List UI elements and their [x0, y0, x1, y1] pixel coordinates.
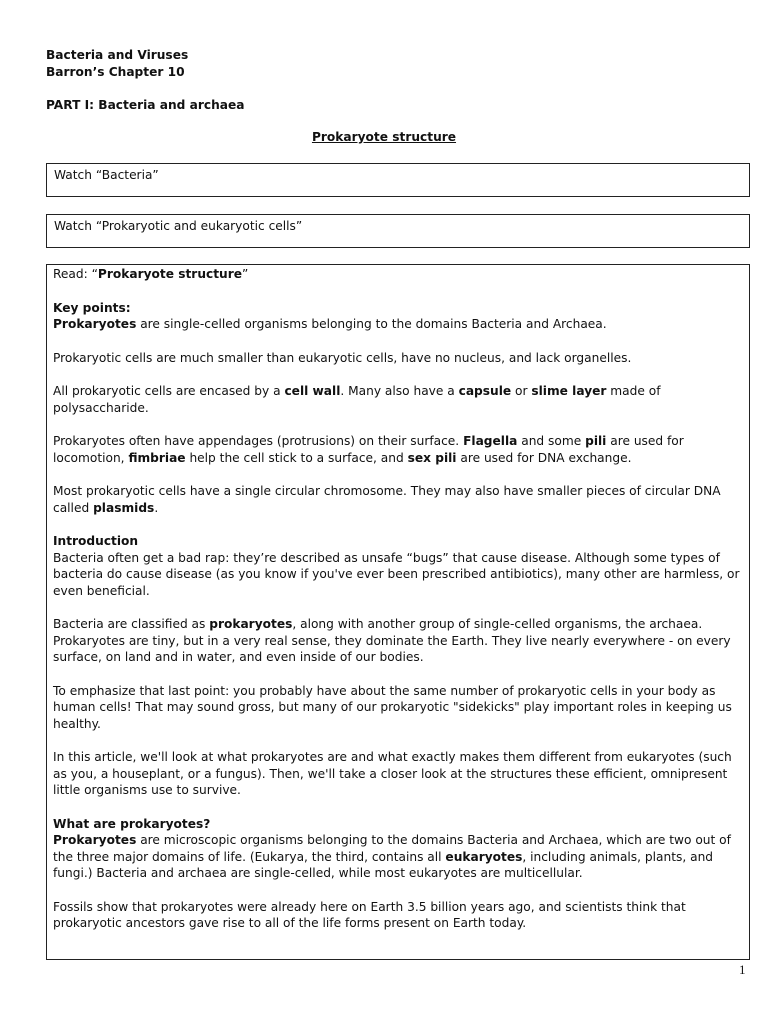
- key-point-1: Prokaryotes are single-celled organisms belonging to the domains Bacteria and Archaea.: [53, 317, 607, 331]
- intro-paragraph-1: Bacteria often get a bad rap: they’re described as unsafe “bugs” that cause disease. Although some types of bacteria do cause disease (as you know if you've ever been prescribed antibiotics), many other are harmless, or even beneficial.: [53, 550, 740, 598]
- intro-paragraph-3: To emphasize that last point: you probably have about the same number of prokaryotic cells in your body as human cells! That may sound gross, but many of our prokaryotic "sidekicks" play important roles in keeping us healthy.: [53, 683, 732, 731]
- key-point-4: Prokaryotes often have appendages (protrusions) on their surface. Flagella and some pili are used for locomotion, fimbriae help the cell stick to a surface, and sex pili are used for DNA exchange.: [53, 434, 684, 465]
- doc-title: Bacteria and Viruses: [46, 48, 189, 62]
- section-title: Prokaryote structure: [311, 130, 457, 144]
- doc-chapter: Barron’s Chapter 10: [46, 65, 185, 79]
- page-number: 1: [739, 962, 746, 977]
- part-heading: PART I: Bacteria and archaea: [46, 98, 245, 112]
- key-point-5: Most prokaryotic cells have a single circular chromosome. They may also have smaller pieces of circular DNA called plasmids.: [53, 484, 721, 515]
- intro-paragraph-4: In this article, we'll look at what prokaryotes are and what exactly makes them different from eukaryotes (such as you, a houseplant, or a fungus). Then, we'll take a closer look at the structures these efficient, omnipresent little organisms use to survive.: [53, 750, 732, 797]
- what-are-prokaryotes-heading: What are prokaryotes?: [53, 816, 211, 831]
- watch-box-cells: [46, 214, 750, 248]
- what-paragraph-1: Prokaryotes are microscopic organisms belonging to the domains Bacteria and Archaea, which are two out of the three major domains of life. (Eukarya, the third, contains all eukaryotes, including animals, plants, and fungi.) Bacteria and archaea are single-celled, while most eukaryotes are multicellular.: [53, 833, 731, 880]
- key-points-heading: Key points:: [53, 300, 131, 315]
- key-point-2: Prokaryotic cells are much smaller than eukaryotic cells, have no nucleus, and lack organelles.: [53, 350, 632, 365]
- what-paragraph-2: Fossils show that prokaryotes were already here on Earth 3.5 billion years ago, and scientists think that prokaryotic ancestors gave rise to all of the life forms present on Earth today.: [53, 899, 686, 930]
- watch-cells-text: Watch “Prokaryotic and eukaryotic cells”: [54, 219, 303, 233]
- watch-box-bacteria: [46, 163, 750, 197]
- key-point-3: All prokaryotic cells are encased by a cell wall. Many also have a capsule or slime layer made of polysaccharide.: [53, 384, 661, 415]
- watch-bacteria-text: Watch “Bacteria”: [54, 168, 159, 182]
- introduction-heading: Introduction: [53, 534, 139, 548]
- reading-box: [46, 264, 750, 960]
- reading-content: [53, 266, 743, 949]
- read-line: Read: “Prokaryote structure”: [53, 267, 249, 281]
- intro-paragraph-2: Bacteria are classified as prokaryotes, along with another group of single-celled organisms, the archaea. Prokaryotes are tiny, but in a very real sense, they dominate the Earth. They live nearly everywhere - on every surface, on land and in water, and even inside of our bodies.: [53, 617, 731, 664]
